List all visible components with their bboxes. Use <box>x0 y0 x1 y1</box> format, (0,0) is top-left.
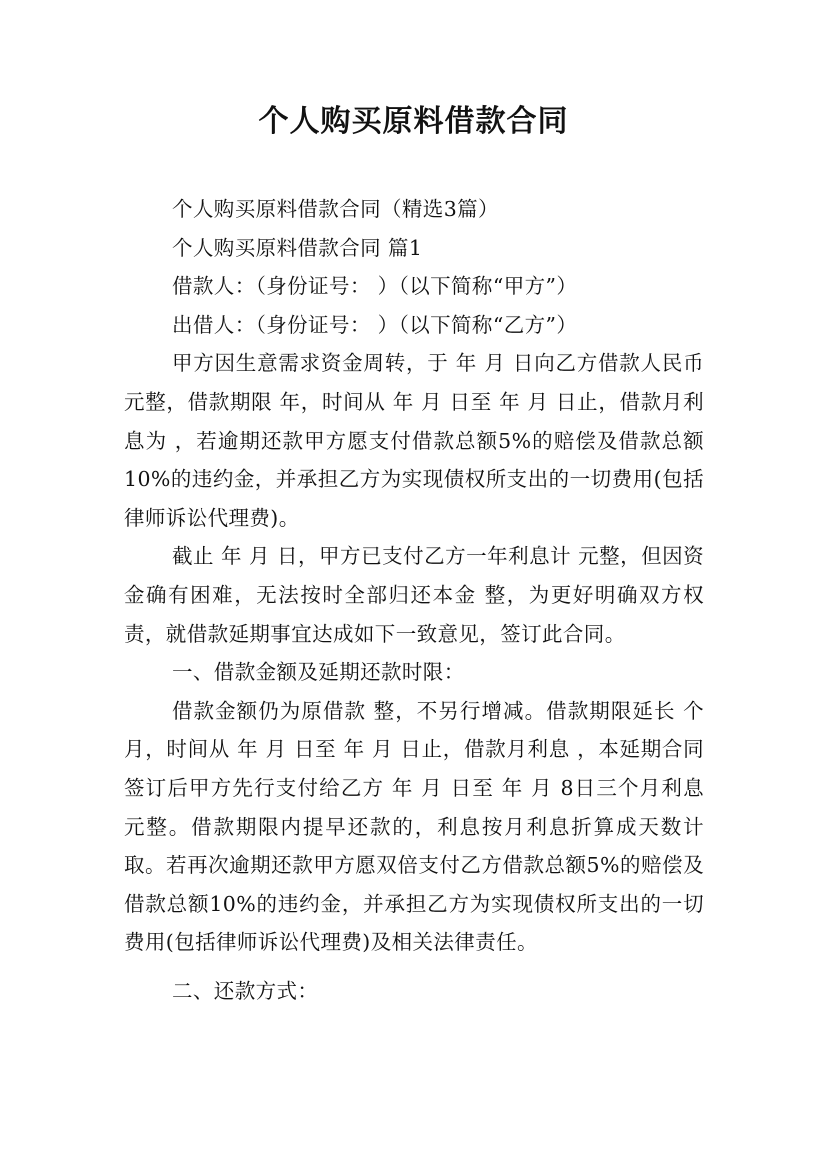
section-heading-repayment: 二、还款方式： <box>172 978 319 1003</box>
paragraph-loan-terms: 甲方因生意需求资金周转，于 年 月 日向乙方借款人民币 元整，借款期限 年，时间从 年 月 日至 年 月 日止，借款月利息为 ，若逾期还款甲方愿支付借款总额5%的赔偿及借款总额10%的违约金，并承担乙方为实现债权所支出的一切费用(包括律师诉讼代理费)。 <box>124 351 704 530</box>
paragraph-loan-amount-details: 借款金额仍为原借款 整，不另行增减。借款期限延长 个月，时间从 年 月 日至 年 月 日止，借款月利息 ，本延期合同签订后甲方先行支付给乙方 年 月 日至 年 月 8日三个月利息 元整。借款期限内提早还款的，利息按月利息折算成天数计取。若再次逾期还款甲方愿双倍支付乙方借款总额5%的赔偿及借款总额10%的违约金，并承担乙方为实现债权所支出的一切费用(包括律师诉讼代理费)及相关法律责任。 <box>124 698 704 955</box>
paragraph-article-heading: 个人购买原料借款合同 篇1 <box>172 235 423 260</box>
paragraph-extension-reason: 截止 年 月 日，甲方已支付乙方一年利息计 元整，但因资金确有困难，无法按时全部归还本金 整，为更好明确双方权责，就借款延期事宜达成如下一致意见，签订此合同。 <box>124 544 704 646</box>
paragraph-selection-heading: 个人购买原料借款合同（精选3篇） <box>172 197 499 221</box>
document-title: 个人购买原料借款合同 <box>258 104 569 139</box>
section-heading-loan-amount: 一、借款金额及延期还款时限： <box>172 660 465 685</box>
paragraph-borrower: 借款人：（身份证号： ）（以下简称“甲方”） <box>172 274 578 299</box>
paragraph-gap <box>124 962 704 972</box>
paragraph-lender: 出借人：（身份证号： ）（以下简称“乙方”） <box>172 312 578 337</box>
document-body <box>124 190 704 1010</box>
